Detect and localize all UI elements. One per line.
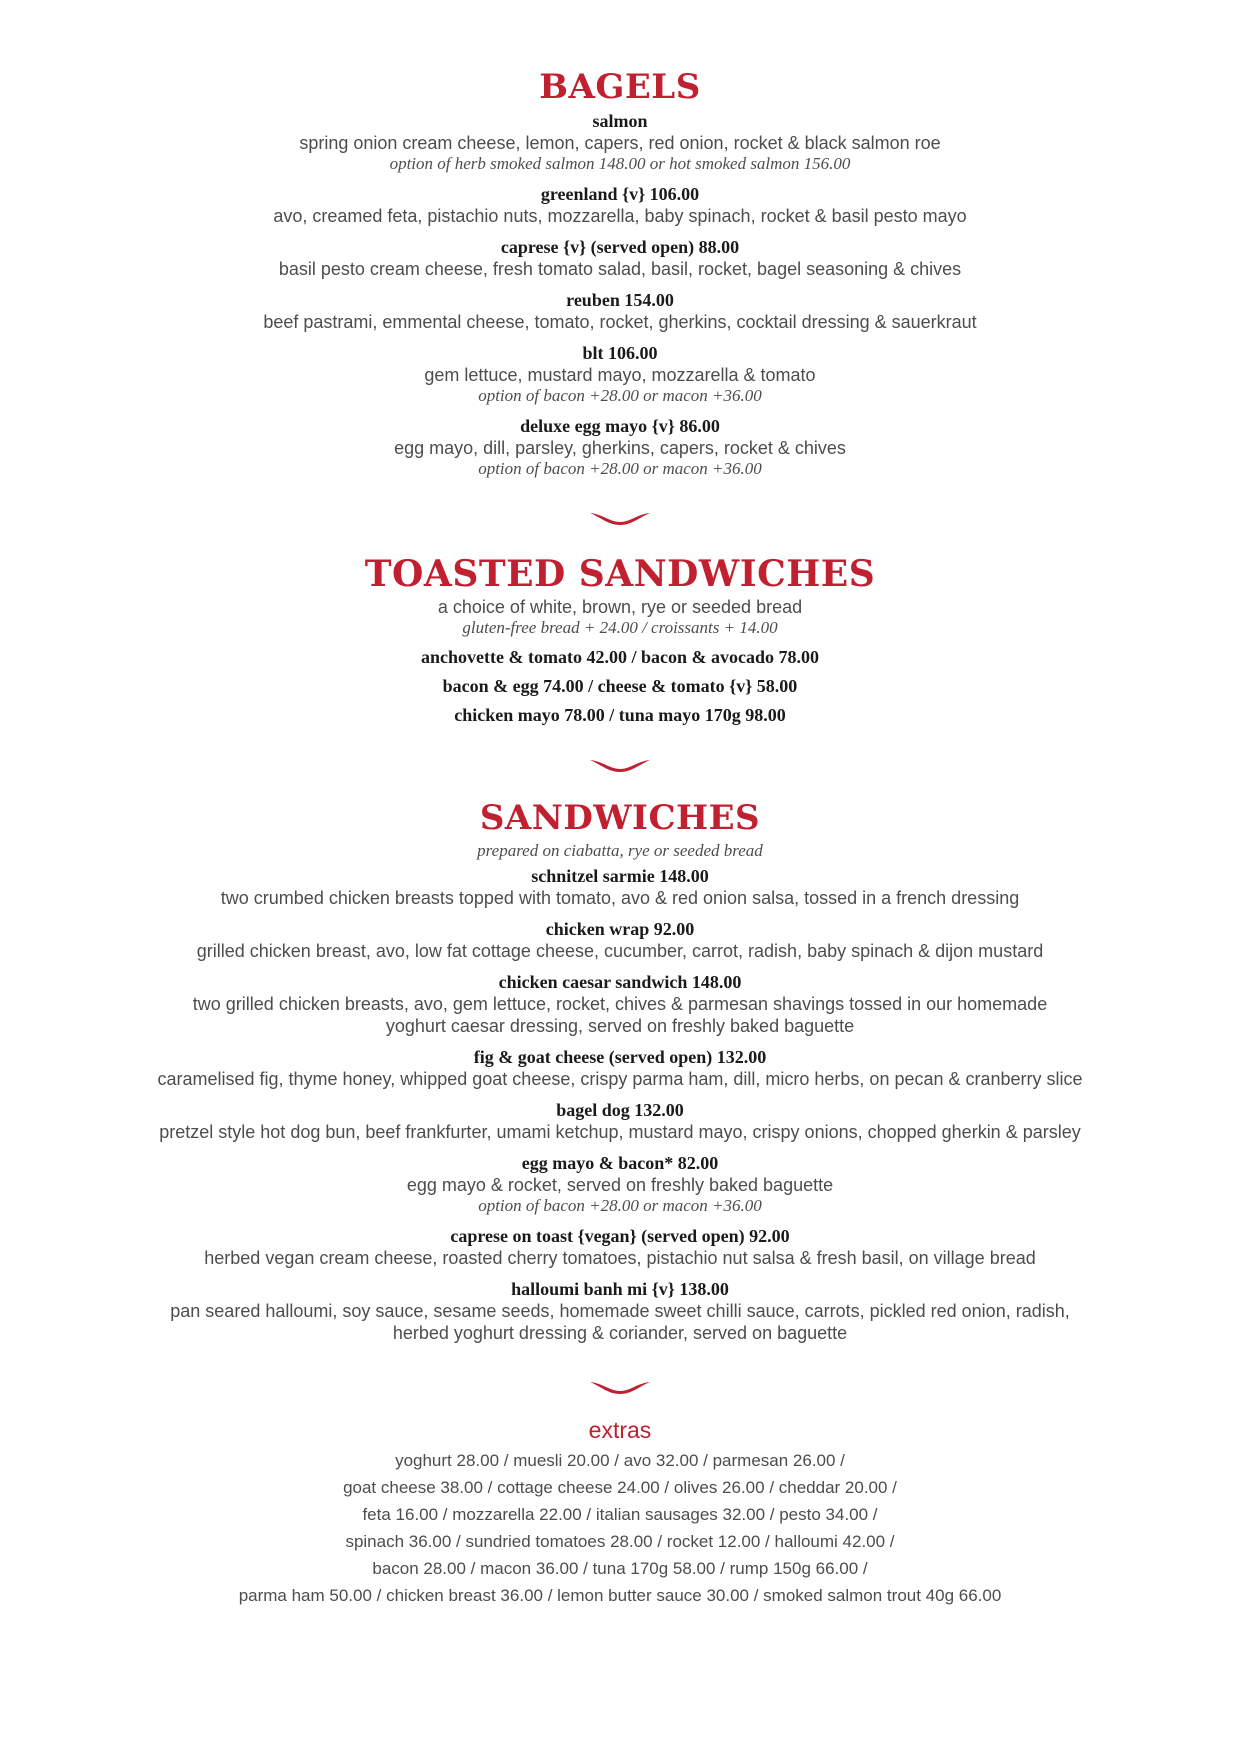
extras-line: feta 16.00 / mozzarella 22.00 / italian sausages 32.00 / pesto 34.00 / <box>362 1505 878 1524</box>
item-description: two grilled chicken breasts, avo, gem lettuce, rocket, chives & parmesan shavings tossed in our homemade <box>192 994 1048 1014</box>
toasted-option: gluten-free bread + 24.00 / croissants + 14.00 <box>462 618 778 637</box>
sandwiches-title: SANDWICHES <box>479 798 761 838</box>
toasted-line: chicken mayo 78.00 / tuna mayo 170g 98.00 <box>454 705 786 725</box>
item-description: egg mayo, dill, parsley, gherkins, capers, rocket & chives <box>394 438 846 458</box>
item-description: pretzel style hot dog bun, beef frankfurter, umami ketchup, mustard mayo, crispy onions, chopped gherkin & parsley <box>159 1122 1081 1142</box>
bagels-title: BAGELS <box>539 67 701 107</box>
menu-item <box>0 236 1240 280</box>
toasted-line: bacon & egg 74.00 / cheese & tomato {v} 58.00 <box>442 676 798 696</box>
sandwiches-subtitle: prepared on ciabatta, rye or seeded bread <box>477 841 763 860</box>
menu-item <box>0 971 1240 1037</box>
item-name: salmon <box>592 111 648 131</box>
item-description: herbed vegan cream cheese, roasted cherry tomatoes, pistachio nut salsa & fresh basil, on village bread <box>204 1248 1036 1268</box>
toasted-line: anchovette & tomato 42.00 / bacon & avocado 78.00 <box>421 647 819 667</box>
item-description: grilled chicken breast, avo, low fat cottage cheese, cucumber, carrot, radish, baby spinach & dijon mustard <box>196 941 1044 961</box>
menu-item <box>0 865 1240 909</box>
menu-item <box>0 1152 1240 1216</box>
item-description: yoghurt caesar dressing, served on freshly baked baguette <box>385 1016 855 1036</box>
item-description: two crumbed chicken breasts topped with tomato, avo & red onion salsa, tossed in a french dressing <box>220 888 1020 908</box>
menu-item <box>0 110 1240 174</box>
item-option: option of bacon +28.00 or macon +36.00 <box>478 459 762 478</box>
menu-item <box>0 918 1240 962</box>
extras-line: parma ham 50.00 / chicken breast 36.00 / lemon butter sauce 30.00 / smoked salmon trout 40g 66.00 <box>238 1586 1002 1605</box>
menu-item <box>0 1225 1240 1269</box>
menu-item <box>0 289 1240 333</box>
extras-title: extras <box>588 1417 652 1443</box>
item-description: pan seared halloumi, soy sauce, sesame seeds, homemade sweet chilli sauce, carrots, pickled red onion, radish, <box>170 1301 1070 1321</box>
menu-item <box>0 415 1240 479</box>
item-description: gem lettuce, mustard mayo, mozzarella & tomato <box>424 365 816 385</box>
item-name: schnitzel sarmie 148.00 <box>531 866 709 886</box>
item-description: egg mayo & rocket, served on freshly baked baguette <box>406 1175 834 1195</box>
menu-item <box>0 1278 1240 1344</box>
menu-item <box>0 1046 1240 1090</box>
item-description: basil pesto cream cheese, fresh tomato salad, basil, rocket, bagel seasoning & chives <box>278 259 962 279</box>
menu-item <box>0 1099 1240 1143</box>
item-description: avo, creamed feta, pistachio nuts, mozzarella, baby spinach, rocket & basil pesto mayo <box>273 206 967 226</box>
item-name: fig & goat cheese (served open) 132.00 <box>473 1047 767 1067</box>
menu-item <box>0 183 1240 227</box>
ornament-divider <box>588 757 652 773</box>
item-name: egg mayo & bacon* 82.00 <box>521 1153 719 1173</box>
item-name: chicken caesar sandwich 148.00 <box>498 972 742 992</box>
extras-section <box>0 1395 1240 1609</box>
extras-line: spinach 36.00 / sundried tomatoes 28.00 / rocket 12.00 / halloumi 42.00 / <box>345 1532 895 1551</box>
sandwiches-section <box>0 773 1240 1344</box>
bagels-section <box>0 0 1240 479</box>
item-description: beef pastrami, emmental cheese, tomato, rocket, gherkins, cocktail dressing & sauerkraut <box>263 312 977 332</box>
item-description: spring onion cream cheese, lemon, capers, red onion, rocket & black salmon roe <box>299 133 941 153</box>
item-name: chicken wrap 92.00 <box>545 919 695 939</box>
ornament-divider <box>588 1379 652 1395</box>
item-name: bagel dog 132.00 <box>556 1100 684 1120</box>
item-name: deluxe egg mayo {v} 86.00 <box>520 416 720 436</box>
item-option: option of bacon +28.00 or macon +36.00 <box>478 386 762 405</box>
item-name: reuben 154.00 <box>566 290 674 310</box>
extras-line: bacon 28.00 / macon 36.00 / tuna 170g 58.00 / rump 150g 66.00 / <box>372 1559 868 1578</box>
toasted-title: TOASTED SANDWICHES <box>364 553 876 595</box>
item-name: blt 106.00 <box>582 343 658 363</box>
item-option: option of herb smoked salmon 148.00 or hot smoked salmon 156.00 <box>389 154 851 173</box>
extras-line: yoghurt 28.00 / muesli 20.00 / avo 32.00 / parmesan 26.00 / <box>395 1451 845 1470</box>
toasted-subtitle: a choice of white, brown, rye or seeded bread <box>437 597 803 617</box>
item-option: option of bacon +28.00 or macon +36.00 <box>478 1196 762 1215</box>
ornament-divider <box>588 510 652 526</box>
item-name: caprese on toast {vegan} (served open) 92.00 <box>450 1226 790 1246</box>
extras-line: goat cheese 38.00 / cottage cheese 24.00 / olives 26.00 / cheddar 20.00 / <box>343 1478 897 1497</box>
item-name: caprese {v} (served open) 88.00 <box>500 237 740 257</box>
item-name: halloumi banh mi {v} 138.00 <box>511 1279 729 1299</box>
item-description: herbed yoghurt dressing & coriander, served on baguette <box>392 1323 848 1343</box>
menu-item <box>0 342 1240 406</box>
toasted-section <box>0 526 1240 726</box>
item-description: caramelised fig, thyme honey, whipped goat cheese, crispy parma ham, dill, micro herbs, on pecan & cranberry slice <box>157 1069 1083 1089</box>
item-name: greenland {v} 106.00 <box>540 184 700 204</box>
